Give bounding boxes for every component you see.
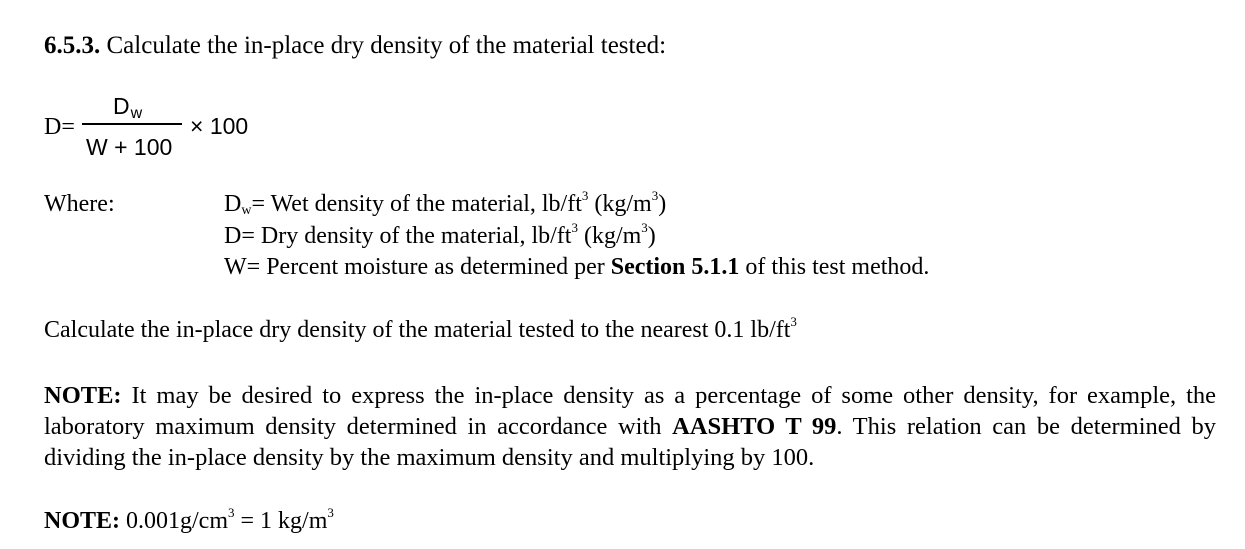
def-text: (kg/m (588, 191, 652, 217)
def-text: (kg/m (577, 223, 642, 249)
note-text: It may be desired to express the in-place density as a percentage of some other density, for example, the laboratory maximum density determined in accordance with (44, 382, 1216, 440)
def-symbol: D (224, 223, 242, 249)
note-text: 0.001g/cm (120, 508, 229, 534)
fraction-bar (82, 123, 182, 125)
numerator-subscript: w (130, 105, 143, 122)
def-text: of this test method. (739, 254, 930, 280)
note-label: NOTE: (44, 508, 121, 534)
def-text: ) (658, 191, 667, 217)
def-text: = Percent moisture as determined per (246, 254, 611, 280)
instruction-superscript: 3 (790, 314, 797, 329)
instruction-text: Calculate the in-place dry density of the material tested to the nearest 0.1 lb/ft (44, 317, 791, 343)
note-text: . This relation can be determined by dividing the in-place density by the maximum density and multiplying by 100. (44, 413, 1216, 471)
definition-dry-density (224, 221, 656, 251)
section-heading (44, 30, 666, 62)
def-text: = Dry density of the material, lb/ft (241, 223, 572, 249)
note-unit-conversion (44, 505, 334, 537)
section-number: 6.5.3. (44, 32, 101, 59)
standard-reference: AASHTO T 99 (672, 413, 837, 440)
rounding-instruction (44, 314, 797, 346)
def-symbol: W (224, 254, 247, 280)
note-text: = 1 kg/m (234, 508, 328, 534)
section-title: Calculate the in-place dry density of the material tested: (106, 32, 667, 59)
formula-multiplier: × 100 (190, 113, 249, 139)
numerator-symbol: D (113, 93, 130, 119)
def-text: ) (647, 223, 656, 249)
note-percentage (44, 380, 1216, 473)
def-superscript: 3 (651, 188, 659, 203)
where-label: Where: (44, 191, 115, 217)
def-superscript: 3 (581, 188, 589, 203)
note-superscript: 3 (327, 505, 334, 520)
def-symbol: D (224, 191, 242, 217)
def-superscript: 3 (571, 220, 578, 235)
note-label: NOTE: (44, 382, 122, 409)
section-reference: Section 5.1.1 (610, 254, 740, 280)
definition-moisture (224, 252, 929, 282)
formula-numerator (113, 93, 142, 127)
def-subscript: w (241, 203, 252, 218)
def-superscript: 3 (641, 220, 648, 235)
formula-denominator: W + 100 (86, 134, 173, 160)
formula-lhs: D= (44, 114, 75, 140)
note-superscript: 3 (228, 505, 235, 520)
def-text: = Wet density of the material, lb/ft (251, 191, 582, 217)
